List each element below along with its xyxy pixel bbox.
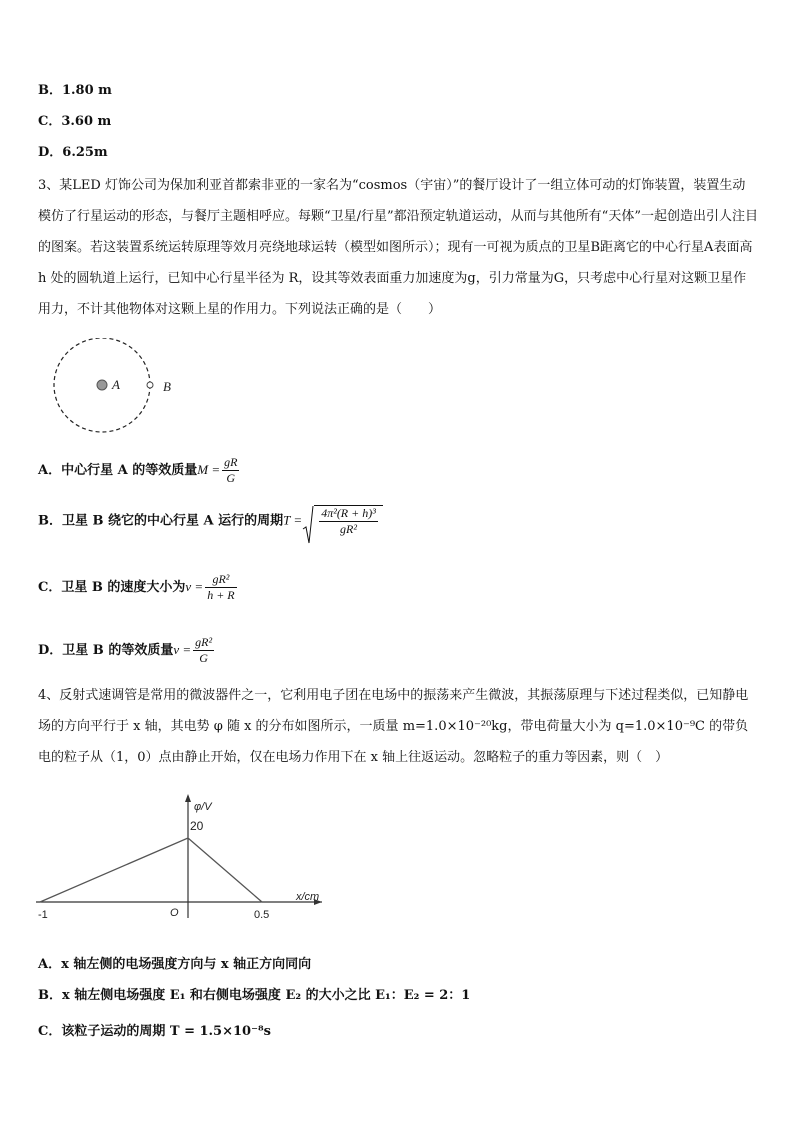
option-c-prev: C．3.60 m [38,114,112,129]
q3-option-c [38,572,239,603]
option-d-prev: D．6.25m [38,145,108,160]
q3-option-d-lhs: v = [173,642,192,657]
q4-option-b: B．x 轴左侧电场强度 E₁ 和右侧电场强度 E₂ 的大小之比 E₁：E₂ = 2：1 [38,988,471,1003]
q3-option-b-fraction [319,506,378,537]
q4-option-c: C．该粒子运动的周期 T = 1.5×10⁻⁸s [38,1024,271,1039]
q3-option-d [38,635,216,666]
q3-option-d-prefix: D．卫星 B 的等效质量 [38,643,174,658]
potential-line [40,838,262,902]
q3-option-b [38,505,383,537]
q3-option-c-lhs: v = [185,579,204,594]
q3-option-a-fraction [222,455,239,486]
q3-option-c-den: h + R [207,588,235,602]
q3-option-a [38,455,241,486]
q3-option-b-prefix: B．卫星 B 绕它的中心行星 A 运行的周期 [38,513,284,529]
q3-option-d-num: gR² [195,635,213,649]
q4-option-a: A．x 轴左侧的电场强度方向与 x 轴正方向同向 [38,957,312,972]
planet-a-dot [97,380,107,390]
q3-option-c-prefix: C．卫星 B 的速度大小为 [38,580,186,595]
q3-option-b-lhs: T = [283,512,303,528]
q3-option-b-num: 4π²(R + h)³ [321,506,376,520]
y-tick-peak: 20 [190,819,204,833]
sqrt-symbol [302,505,383,537]
x-tick-right: 0.5 [254,909,270,921]
q3-option-d-fraction [193,635,214,666]
question-4-text: 4、反射式速调管是常用的微波器件之一，它利用电子团在电场中的振荡来产生微波，其振荡原理与下述过程类似，已知静电场的方向平行于 x 轴，其电势 φ 随 x 的分布如图所示，一质量 m=1.0×10⁻²⁰kg，带电荷量大小为 q=1.0×10⁻⁹C 的带负电的粒子从（1，0）点由静止开始，仅在电场力作用下在 x 轴上往返运动。忽略粒子的重力等因素，则（ ） [38,688,749,765]
q3-option-a-num: gR [224,455,238,469]
q3-option-c-num: gR² [205,572,236,588]
question-3-text: 3、某LED 灯饰公司为保加利亚首都索非亚的一家名为“cosmos（宇宙）”的餐厅设计了一组立体可动的灯饰装置，装置生动模仿了行星运动的形态，与餐厅主题相呼应。每颗“卫星/行星”都沿预定轨道运动，从而与其他所有“天体”一起创造出引人注目的图案。若这装置系统运转原理等效月亮绕地球运转（模型如图所示）；现有一可视为质点的卫星B距离它的中心行星A表面高 h 处的圆轨道上运行，已知中心行星半径为 R，设其等效表面重力加速度为g，引力常量为G，只考虑中心行星对这颗卫星作用力，不计其他物体对这颗上星的作用力。下列说法正确的是（ ） [38,178,758,317]
x-axis-label: x/cm [296,891,320,903]
satellite-b-label: B [163,379,171,394]
x-tick-left: -1 [38,909,48,921]
orbit-diagram [50,338,210,438]
satellite-b-dot [147,382,153,388]
planet-a-label: A [112,377,120,392]
potential-chart [30,790,340,925]
y-axis-arrow [185,794,191,802]
q3-option-d-den: G [199,651,208,665]
y-axis-label: φ/V [194,801,212,813]
q3-option-a-lhs: M = [197,462,221,477]
q3-option-a-prefix: A．中心行星 A 的等效质量 [38,463,198,478]
origin-label: O [170,907,179,919]
q3-option-a-den: G [226,471,236,485]
option-b-prev: B．1.80 m [38,83,112,98]
q3-option-c-fraction [205,572,236,603]
q3-option-b-den: gR² [340,522,357,536]
